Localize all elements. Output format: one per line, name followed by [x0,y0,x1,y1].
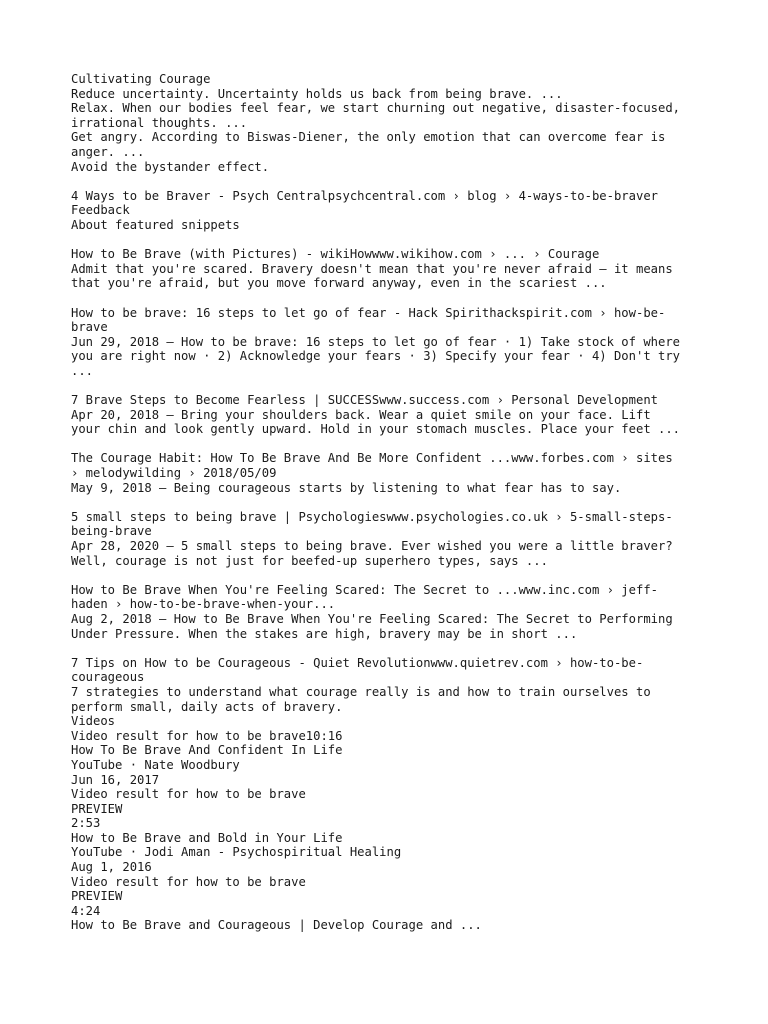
video-result-link[interactable]: Video result for how to be brave [71,874,306,889]
search-result [71,247,698,291]
search-result [71,510,698,568]
result-title-link[interactable]: › melodywilding › 2018/05/09 [71,466,277,481]
about-featured-snippets-link[interactable]: About featured snippets [71,217,240,232]
result-title-link[interactable]: haden › how-to-be-brave-when-your... [71,597,336,612]
video-result-link[interactable]: Video result for how to be brave [71,787,306,802]
result-snippet: Admit that you're scared. Bravery doesn't mean that you're never afraid — it means [71,261,673,276]
result-title-link[interactable]: being-brave [71,524,152,539]
video-preview-label: PREVIEW [71,889,123,904]
search-result [71,656,698,714]
featured-source-link[interactable]: 4 Ways to be Braver - Psych Centralpsychcentral.com › blog › 4-ways-to-be-braver [71,188,658,203]
video-preview-label: PREVIEW [71,801,123,816]
result-snippet: 7 strategies to understand what courage really is and how to train ourselves to [71,684,651,699]
result-snippet: Well, courage is not just for beefed-up superhero types, says ... [71,553,548,568]
result-title-link[interactable]: brave [71,320,108,335]
result-snippet: Aug 2, 2018 — How to Be Brave When You're Feeling Scared: The Secret to Performing [71,611,673,626]
video-title-link[interactable]: How to Be Brave and Bold in Your Life [71,830,343,845]
result-snippet: ... [71,363,94,378]
result-snippet: Jun 29, 2018 — How to be brave: 16 steps to let go of fear · 1) Take stock of where [71,334,681,349]
featured-item: anger. ... [71,144,145,159]
result-title-link[interactable]: How to Be Brave When You're Feeling Scared: The Secret to ...www.inc.com › jeff- [71,582,658,597]
feedback-link[interactable]: Feedback [71,203,130,218]
result-title-link[interactable]: How to Be Brave (with Pictures) - wikiHowwww.wikihow.com › ... › Courage [71,247,600,262]
result-title-link[interactable]: 7 Tips on How to be Courageous - Quiet Revolutionwww.quietrev.com › how-to-be- [71,655,644,670]
result-title-link[interactable]: 5 small steps to being brave | Psychologieswww.psychologies.co.uk › 5-small-steps- [71,509,673,524]
featured-item: Relax. When our bodies feel fear, we start churning out negative, disaster-focused, [71,101,681,116]
video-date: Aug 1, 2016 [71,860,152,875]
result-snippet: you are right now · 2) Acknowledge your fears · 3) Specify your fear · 4) Don't try [71,349,681,364]
result-snippet: Apr 28, 2020 — 5 small steps to being brave. Ever wished you were a little braver? [71,539,673,553]
video-title-link[interactable]: How to Be Brave and Courageous | Develop Courage and ... [71,918,482,933]
video-channel: YouTube · Nate Woodbury [71,757,240,772]
video-result-link[interactable]: Video result for how to be brave10:16 [71,728,343,743]
result-snippet: May 9, 2018 — Being courageous starts by listening to what fear has to say. [71,480,622,495]
featured-snippet [71,72,698,233]
video-duration: 2:53 [71,816,101,831]
featured-item: irrational thoughts. ... [71,115,248,130]
result-title-link[interactable]: 7 Brave Steps to Become Fearless | SUCCESSwww.success.com › Personal Development [71,393,658,408]
videos-section [71,714,698,933]
search-result [71,393,698,437]
featured-item: Reduce uncertainty. Uncertainty holds us back from being brave. ... [71,86,563,101]
video-duration: 4:24 [71,903,101,918]
result-snippet: that you're afraid, but you move forward anyway, even in the scariest ... [71,276,607,291]
featured-heading: Cultivating Courage [71,72,211,86]
video-channel: YouTube · Jodi Aman - Psychospiritual Healing [71,845,402,860]
featured-item: Get angry. According to Biswas-Diener, the only emotion that can overcome fear is [71,130,666,145]
search-result [71,451,698,495]
featured-item: Avoid the bystander effect. [71,159,270,174]
videos-heading: Videos [71,714,116,729]
result-title-link[interactable]: How to be brave: 16 steps to let go of fear - Hack Spirithackspirit.com › how-be- [71,305,666,320]
video-title-link[interactable]: How To Be Brave And Confident In Life [71,743,343,758]
video-date: Jun 16, 2017 [71,772,160,787]
result-snippet: your chin and look gently upward. Hold in your stomach muscles. Place your feet ... [71,422,681,437]
result-snippet: Under Pressure. When the stakes are high, bravery may be in short ... [71,626,578,641]
result-title-link[interactable]: courageous [71,670,145,685]
result-title-link[interactable]: The Courage Habit: How To Be Brave And Be More Confident ...www.forbes.com › sites [71,451,673,466]
result-snippet: Apr 20, 2018 — Bring your shoulders back. Wear a quiet smile on your face. Lift [71,407,651,422]
search-result [71,306,698,379]
result-snippet: perform small, daily acts of bravery. [71,699,343,714]
search-result [71,583,698,641]
